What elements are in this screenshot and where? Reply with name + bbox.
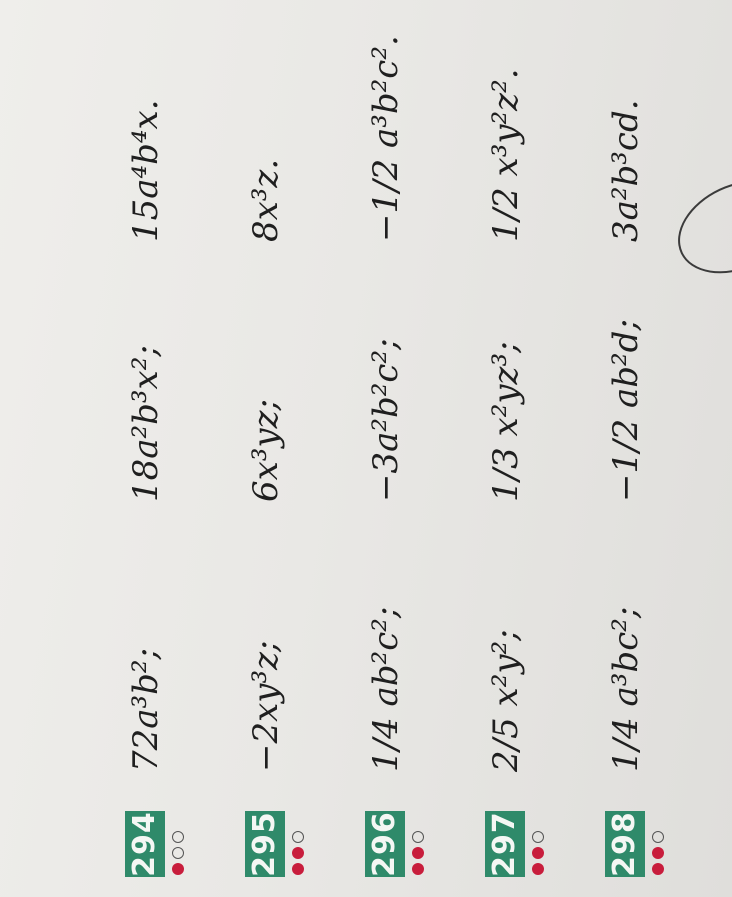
exercise-number-badge: 295 (245, 811, 285, 877)
monomial-expression: −2xy³z; (246, 640, 286, 772)
difficulty-dot-empty (292, 831, 304, 843)
monomial-expression: 1/2 x³y²z². (486, 68, 526, 242)
monomial-expression: 18a²b³x²; (126, 345, 166, 502)
difficulty-dots (411, 827, 425, 875)
difficulty-dot-filled (292, 863, 304, 875)
monomial-expression: −1/2 a³b²c². (366, 35, 406, 242)
exercise-number-badge: 294 (125, 811, 165, 877)
monomial-expression: 1/4 a³bc²; (606, 606, 646, 772)
monomial-expression: 8x³z. (246, 158, 286, 242)
exercise-number-badge: 298 (605, 811, 645, 877)
monomial-expression: 3a²b³cd. (606, 99, 646, 242)
monomial-expression: 6x³yz; (246, 398, 286, 502)
exercise-row (115, 0, 195, 897)
exercise-row (355, 0, 435, 897)
difficulty-dot-filled (652, 847, 664, 859)
exercise-number-badge: 296 (365, 811, 405, 877)
monomial-expression: −3a²b²c²; (366, 338, 406, 502)
monomial-expression: 1/4 ab²c²; (366, 606, 406, 772)
exercise-row (595, 0, 675, 897)
difficulty-dot-empty (172, 847, 184, 859)
difficulty-dot-filled (172, 863, 184, 875)
exercise-row (235, 0, 315, 897)
difficulty-dot-empty (652, 831, 664, 843)
difficulty-dot-empty (532, 831, 544, 843)
monomial-expression: 2/5 x²y²; (486, 629, 526, 772)
difficulty-dots (531, 827, 545, 875)
difficulty-dots (651, 827, 665, 875)
exercise-row (475, 0, 555, 897)
monomial-expression: 15a⁴b⁴x. (126, 99, 166, 242)
monomial-expression: 1/3 x²yz³; (486, 341, 526, 502)
monomial-expression: 72a³b²; (126, 647, 166, 772)
difficulty-dot-empty (172, 831, 184, 843)
difficulty-dots (291, 827, 305, 875)
exercise-number-badge: 297 (485, 811, 525, 877)
monomial-expression: −1/2 ab²d; (606, 319, 646, 502)
difficulty-dots (171, 827, 185, 875)
difficulty-dot-filled (292, 847, 304, 859)
difficulty-dot-filled (652, 863, 664, 875)
difficulty-dot-filled (532, 847, 544, 859)
difficulty-dot-empty (412, 831, 424, 843)
difficulty-dot-filled (412, 863, 424, 875)
difficulty-dot-filled (412, 847, 424, 859)
difficulty-dot-filled (532, 863, 544, 875)
